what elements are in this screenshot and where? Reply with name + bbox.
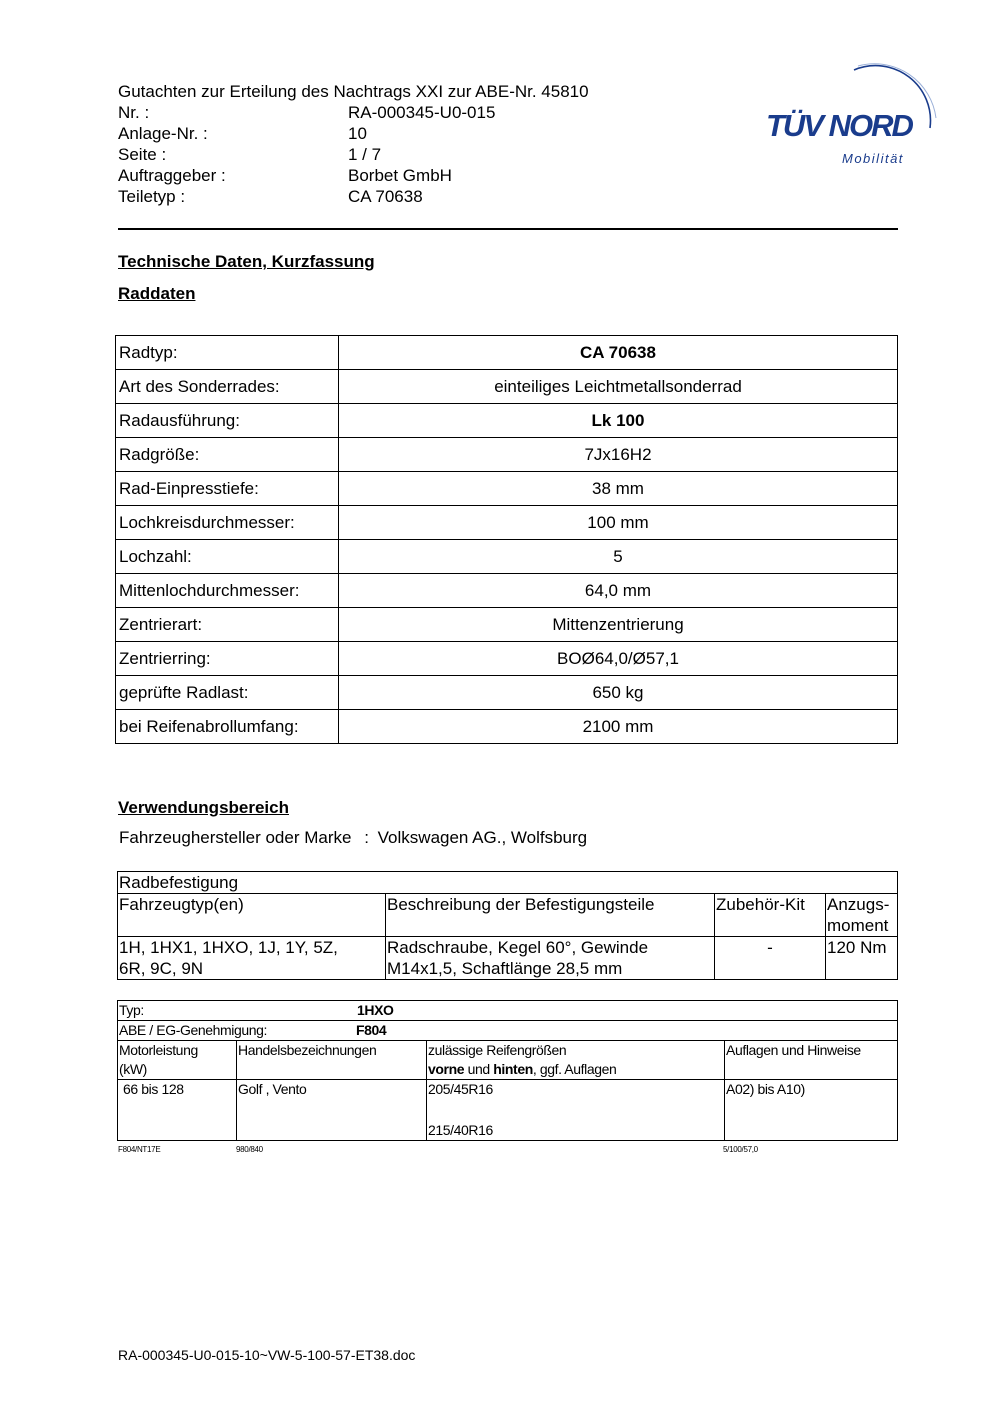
radlast-label: geprüfte Radlast: [116,676,339,710]
zentrierring-value: BOØ64,0/Ø57,1 [339,642,898,676]
zentrierring-label: Zentrierring: [116,642,339,676]
header-reifen-line-1: zulässige Reifengrößen [428,1042,567,1058]
typ-table [117,1000,898,1141]
table-row [118,937,898,980]
footer-filename: RA-000345-U0-015-10~VW-5-100-57-ET38.doc [118,1347,416,1363]
table-row [116,438,898,472]
art-value: einteiliges Leichtmetallsonderrad [339,370,898,404]
ausfuehrung-value: Lk 100 [339,404,898,438]
table-row [116,608,898,642]
manufacturer-line [119,828,587,848]
lochkreis-label: Lochkreisdurchmesser: [116,506,339,540]
radbefestigung-title: Radbefestigung [118,872,898,894]
cell-leistung: 66 bis 128 [118,1080,237,1141]
header-reifengroessen [427,1041,725,1080]
seite-label: Seite : [118,145,167,164]
table-header-row [118,1041,898,1080]
radbefestigung-table [117,871,898,980]
header-fahrzeugtyp: Fahrzeugtyp(en) [118,894,386,937]
header-reifen-line-2 [428,1060,723,1079]
logo-brand: TÜV NORD [766,108,912,143]
header-motorleistung-line-1: Motorleistung [119,1042,198,1058]
manufacturer-label: Fahrzeughersteller oder Marke [119,828,352,847]
lochzahl-value: 5 [339,540,898,574]
abe-value: F804 [356,1022,387,1038]
mittenloch-label: Mittenlochdurchmesser: [116,574,339,608]
table-row [116,404,898,438]
header-zubehoer: Zubehör-Kit [715,894,826,937]
table-row [116,370,898,404]
cell-handel: Golf , Vento [237,1080,427,1141]
logo-subtitle: Mobilität [842,151,904,166]
section-title-verwendungsbereich: Verwendungsbereich [118,798,289,817]
header-motorleistung [118,1041,237,1080]
abe-label: ABE / EG-Genehmigung: [119,1022,268,1038]
anlage-label: Anlage-Nr. : [118,124,208,143]
header-divider [118,228,898,230]
ausfuehrung-label: Radausführung: [116,404,339,438]
header-anzugsmoment [826,894,898,937]
header-motorleistung-line-2: (kW) [119,1061,147,1077]
tuv-nord-logo [762,58,942,173]
einpresstiefe-label: Rad-Einpresstiefe: [116,472,339,506]
anlage-value: 10 [348,124,367,143]
abe-row [118,1021,898,1041]
header-moment: moment [827,916,889,935]
cell-reifen [427,1080,725,1141]
code-2: 980/840 [236,1145,263,1154]
zentrierart-label: Zentrierart: [116,608,339,642]
seite-value: 1 / 7 [348,145,382,164]
table-row [118,1001,898,1021]
table-row [116,676,898,710]
art-label: Art des Sonderrades: [116,370,339,404]
section-title-technische-daten: Technische Daten, Kurzfassung [118,252,375,271]
table-row [116,336,898,370]
table-row [118,1021,898,1041]
lochzahl-label: Lochzahl: [116,540,339,574]
table-row [116,472,898,506]
header-reifen-vorne: vorne [428,1061,465,1077]
auftraggeber-label: Auftraggeber : [118,166,226,185]
beschreibung-line-2: M14x1,5, Schaftlänge 28,5 mm [387,959,623,978]
typ-value: 1HXO [357,1002,394,1018]
cell-beschreibung [386,937,715,980]
radtyp-label: Radtyp: [116,336,339,370]
cell-auflagen: A02) bis A10) [725,1080,898,1141]
fahrzeugtypen-line-1: 1H, 1HX1, 1HXO, 1J, 1Y, 5Z, [119,938,338,957]
zentrierart-value: Mittenzentrierung [339,608,898,642]
header-reifen-auflagen: , ggf. Auflagen [532,1061,617,1077]
header-reifen-hinten: hinten [493,1061,533,1077]
mittenloch-value: 64,0 mm [339,574,898,608]
table-row [116,574,898,608]
fahrzeugtypen-line-2: 6R, 9C, 9N [119,959,204,978]
header-auflagen: Auflagen und Hinweise [725,1041,898,1080]
header-reifen-und: und [464,1061,494,1077]
cell-fahrzeugtypen [118,937,386,980]
code-1: F804/NT17E [118,1145,161,1154]
typ-row [118,1001,898,1021]
table-row [116,710,898,744]
cell-zubehoer: - [715,937,826,980]
raddaten-table [115,335,898,744]
groesse-value: 7Jx16H2 [339,438,898,472]
cell-anzugsmoment: 120 Nm [826,937,898,980]
code-3: 5/100/57,0 [723,1145,758,1154]
nr-value: RA-000345-U0-015 [348,103,496,122]
abrollumfang-label: bei Reifenabrollumfang: [116,710,339,744]
radlast-value: 650 kg [339,676,898,710]
manufacturer-value: Volkswagen AG., Wolfsburg [377,828,588,847]
table-header-row [118,894,898,937]
table-row [118,1080,898,1141]
typ-label: Typ: [119,1002,144,1018]
nr-label: Nr. : [118,103,150,122]
radtyp-value: CA 70638 [339,336,898,370]
table-row [116,642,898,676]
reifen-2: 215/40R16 [428,1122,493,1138]
header-handelsbezeichnungen: Handelsbezeichnungen [237,1041,427,1080]
header-anzugs: Anzugs- [827,895,890,914]
auftraggeber-value: Borbet GmbH [348,166,452,185]
abrollumfang-value: 2100 mm [339,710,898,744]
teiletyp-label: Teiletyp : [118,187,186,206]
table-row [118,872,898,894]
manufacturer-separator: : [364,828,369,847]
teiletyp-value: CA 70638 [348,187,423,206]
beschreibung-line-1: Radschraube, Kegel 60°, Gewinde [387,938,649,957]
report-title: Gutachten zur Erteilung des Nachtrags XXI zur ABE-Nr. 45810 [118,82,589,101]
header-beschreibung: Beschreibung der Befestigungsteile [386,894,715,937]
einpresstiefe-value: 38 mm [339,472,898,506]
table-row [116,540,898,574]
lochkreis-value: 100 mm [339,506,898,540]
section-subtitle-raddaten: Raddaten [118,284,196,303]
table-row [116,506,898,540]
reifen-1: 205/45R16 [428,1081,493,1097]
groesse-label: Radgröße: [116,438,339,472]
